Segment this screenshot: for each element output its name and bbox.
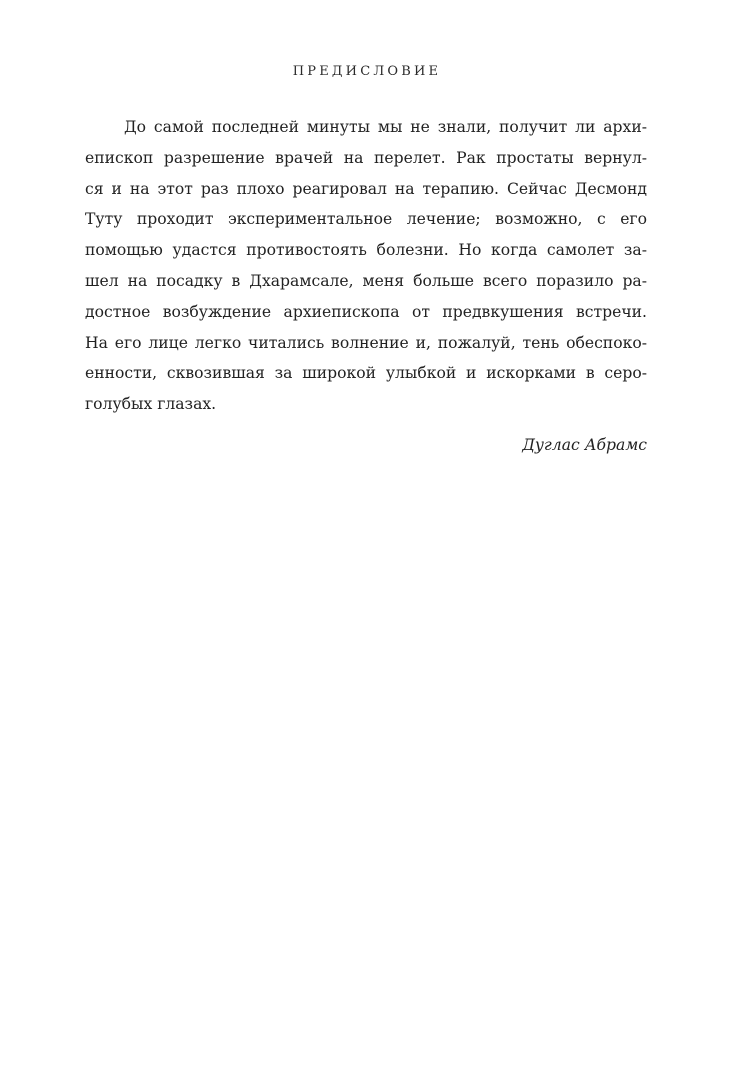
paragraph-line: достное возбуждение архиепископа от предвкушения встречи. xyxy=(85,302,647,321)
paragraph-line: енности, сквозившая за широкой улыбкой и искорками в серо- xyxy=(85,364,647,383)
paragraph-line: Туту проходит экспериментальное лечение; возможно, с его xyxy=(85,210,647,229)
paragraph-line: шел на посадку в Дхарамсале, меня больше всего поразило ра- xyxy=(85,271,647,290)
paragraph-line: До самой последней минуты мы не знали, получит ли архи- xyxy=(124,118,647,136)
chapter-heading: ПРЕДИСЛОВИЕ xyxy=(292,64,442,79)
paragraph-line: ся и на этот раз плохо реагировал на терапию. Сейчас Десмонд xyxy=(85,179,647,198)
paragraph-line: На его лице легко читались волнение и, пожалуй, тень обеспоко- xyxy=(85,333,647,352)
paragraph-line: помощью удастся противостоять болезни. Но когда самолет за- xyxy=(85,241,647,260)
paragraph-line: голубых глазах. xyxy=(85,395,217,414)
paragraph-line: епископ разрешение врачей на перелет. Рак простаты вернул- xyxy=(85,148,647,167)
preface-paragraph xyxy=(85,112,647,420)
author-signature: Дуглас Абрамс xyxy=(522,436,647,454)
